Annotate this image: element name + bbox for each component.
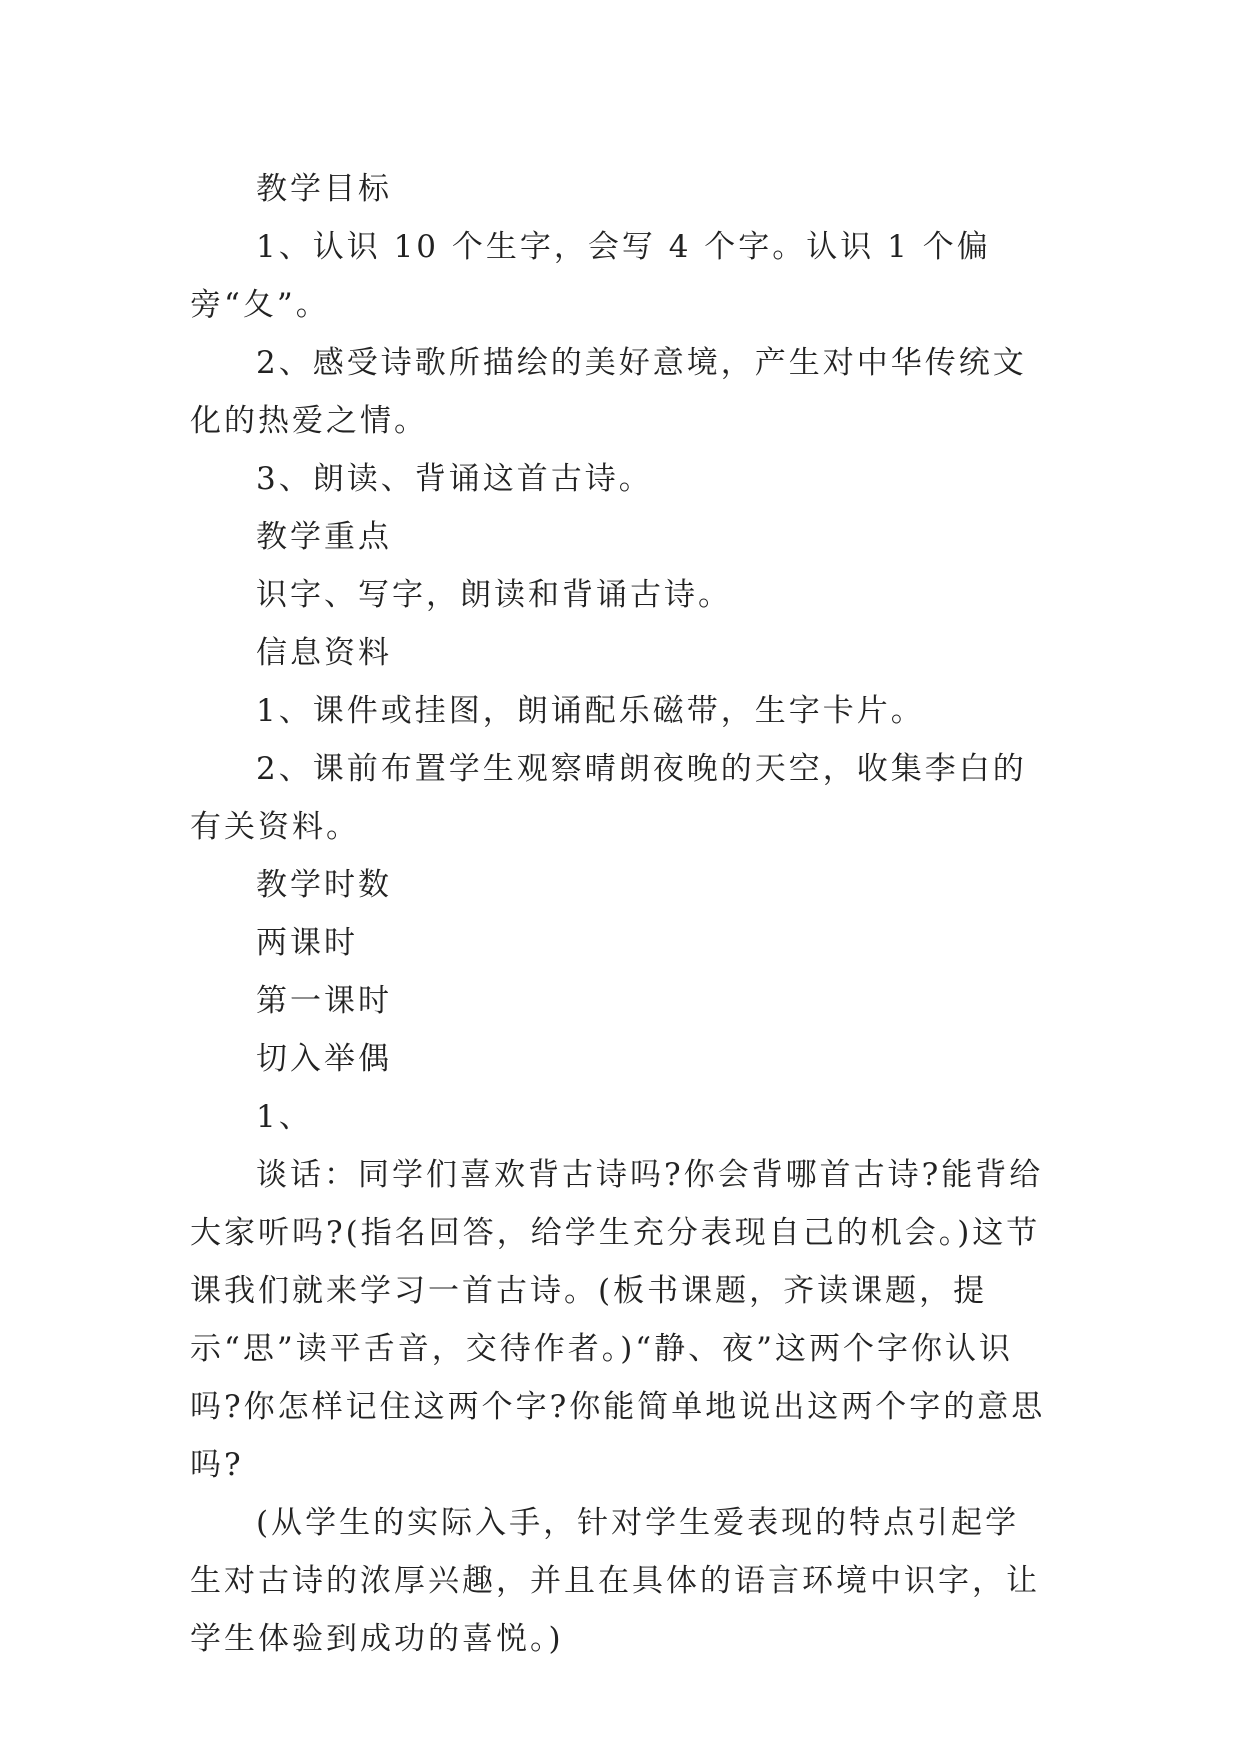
goal-item-1: 1、认识 10 个生字，会写 4 个字。认识 1 个偏旁“夂”。 xyxy=(190,229,991,323)
step-number-1: 1、 xyxy=(256,1099,313,1135)
heading-first-lesson: 第一课时 xyxy=(256,983,392,1019)
document-body xyxy=(190,160,1050,1668)
heading-class-hours: 教学时数 xyxy=(256,867,392,903)
heading-teaching-focus: 教学重点 xyxy=(256,519,392,555)
goal-item-3: 3、朗读、背诵这首古诗。 xyxy=(256,461,653,497)
material-item-2: 2、课前布置学生观察晴朗夜晚的天空，收集李白的有关资料。 xyxy=(190,751,1027,845)
heading-lead-in: 切入举偶 xyxy=(256,1041,392,1077)
heading-teaching-goals: 教学目标 xyxy=(256,171,392,207)
dialogue-paragraph: 谈话：同学们喜欢背古诗吗?你会背哪首古诗?能背给大家听吗?(指名回答，给学生充分表现自己的机会。)这节课我们就来学习一首古诗。(板书课题，齐读课题，提示“思”读平舌音，交待作者。)“静、夜”这两个字你认识吗?你怎样记住这两个字?你能简单地说出这两个字的意思吗? xyxy=(190,1157,1046,1483)
commentary-paragraph: (从学生的实际入手，针对学生爱表现的特点引起学生对古诗的浓厚兴趣，并且在具体的语言环境中识字，让学生体验到成功的喜悦。) xyxy=(190,1505,1040,1657)
goal-item-2: 2、感受诗歌所描绘的美好意境，产生对中华传统文化的热爱之情。 xyxy=(190,345,1027,439)
focus-text: 识字、写字，朗读和背诵古诗。 xyxy=(256,577,732,613)
class-hours-text: 两课时 xyxy=(256,925,358,961)
heading-materials: 信息资料 xyxy=(256,635,392,671)
material-item-1: 1、课件或挂图，朗诵配乐磁带，生字卡片。 xyxy=(256,693,925,729)
